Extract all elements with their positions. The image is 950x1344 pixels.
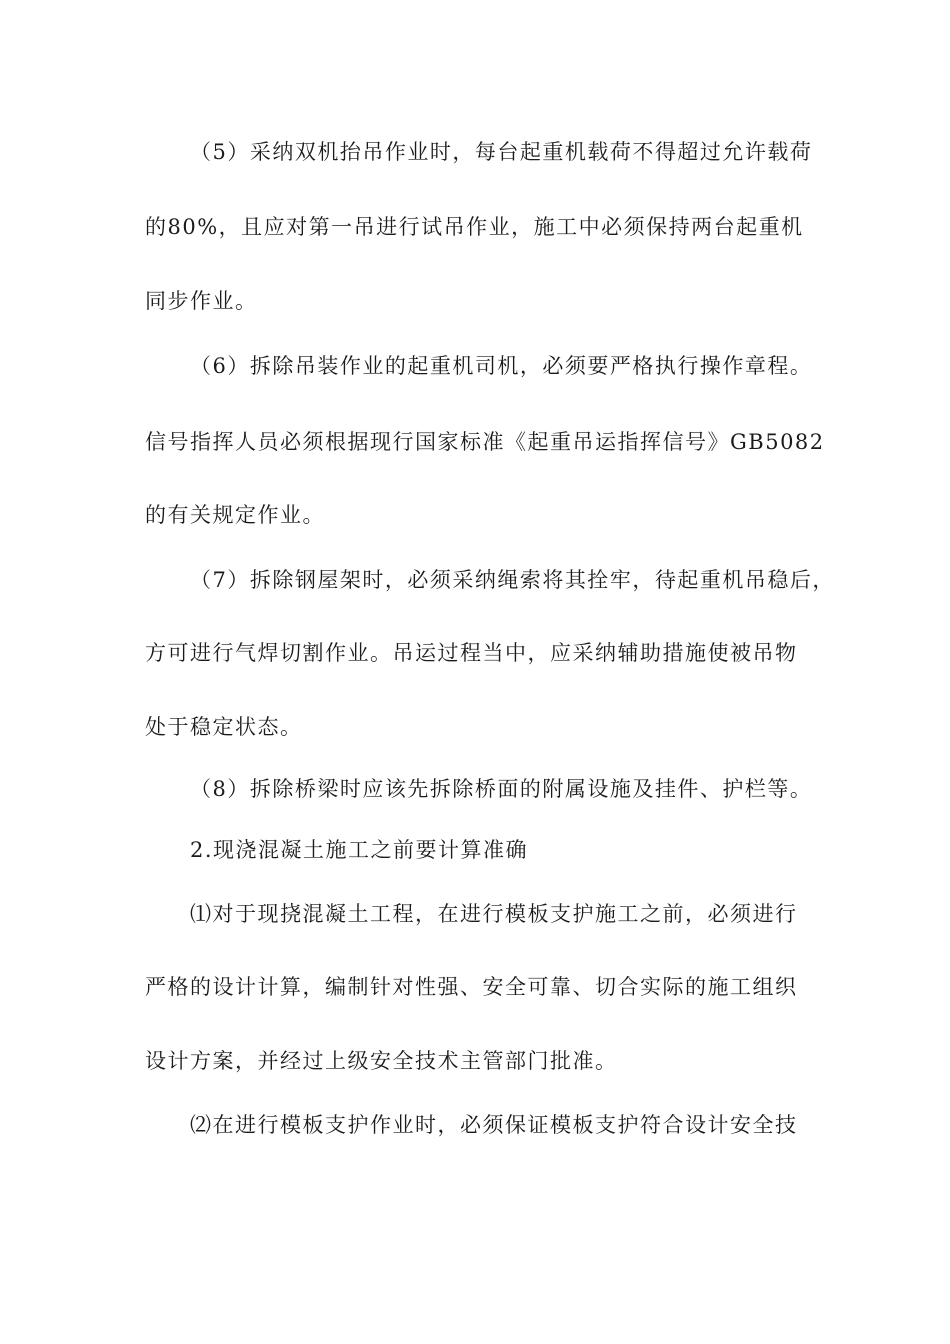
section-heading: 2.现浇混凝土施工之前要计算准确 xyxy=(190,838,529,862)
paragraph-6-line-1: （6）拆除吊装作业的起重机司机，必须要严格执行操作章程。 xyxy=(190,354,813,378)
paragraph-5-line-1: （5）采纳双机抬吊作业时，每台起重机载荷不得超过允许载荷 xyxy=(190,140,813,164)
paragraph-6-line-3: 的有关规定作业。 xyxy=(145,503,325,527)
paragraph-5-line-2: 的80%，且应对第一吊进行试吊作业，施工中必须保持两台起重机 xyxy=(145,215,804,239)
paragraph-5-line-3: 同步作业。 xyxy=(145,289,258,313)
item-2-line-1: ⑵在进行模板支护作业时，必须保证模板支护符合设计安全技 xyxy=(190,1113,798,1137)
paragraph-6-line-2: 信号指挥人员必须根据现行国家标准《起重吊运指挥信号》GB5082 xyxy=(145,430,825,454)
paragraph-7-line-3: 处于稳定状态。 xyxy=(145,715,303,739)
paragraph-7-line-1: （7）拆除钢屋架时，必须采纳绳索将其拴牢，待起重机吊稳后， xyxy=(190,568,835,592)
paragraph-7-line-2: 方可进行气焊切割作业。吊运过程当中，应采纳辅助措施使被吊物 xyxy=(145,641,798,665)
paragraph-8-line-1: （8）拆除桥梁时应该先拆除桥面的附属设施及挂件、护栏等。 xyxy=(190,777,813,801)
item-1-line-2: 严格的设计计算，编制针对性强、安全可靠、切合实际的施工组织 xyxy=(145,975,798,999)
item-1-line-3: 设计方案，并经过上级安全技术主管部门批准。 xyxy=(145,1049,618,1073)
item-1-line-1: ⑴对于现挠混凝土工程，在进行模板支护施工之前，必须进行 xyxy=(190,902,798,926)
